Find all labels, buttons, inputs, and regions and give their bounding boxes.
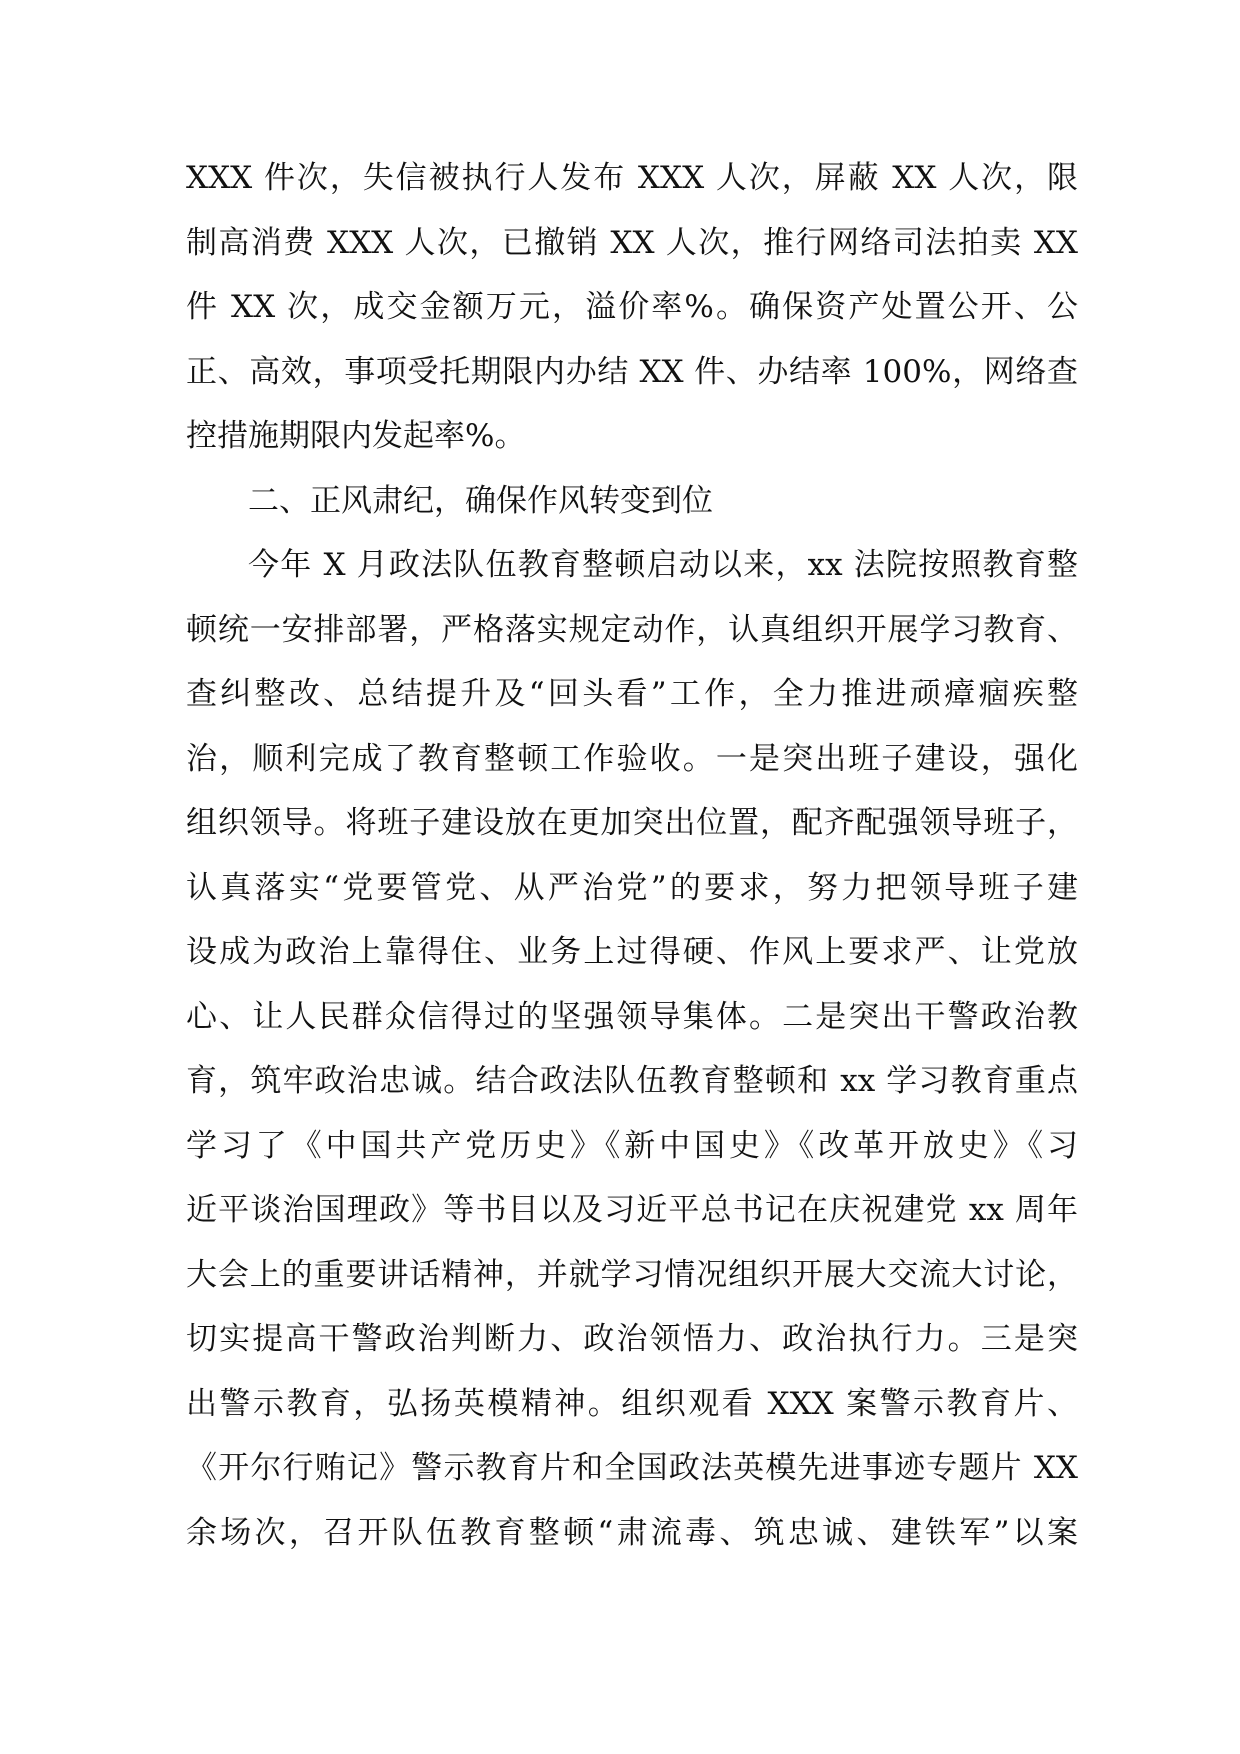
paragraph-1-line: XXX 件次，失信被执行人发布 XXX 人次，屏蔽 XX 人次，限 [186,160,1078,196]
paragraph-1-line: 控措施期限内发起率%。 [186,418,526,454]
paragraph-2-line: 近平谈治国理政》等书目以及习近平总书记在庆祝建党 xx 周年 [186,1192,1078,1228]
paragraph-2-line: 大会上的重要讲话精神，并就学习情况组织开展大交流大讨论， [186,1256,1078,1293]
paragraph-1-line: 件 XX 次，成交金额万元，溢价率%。确保资产处置公开、公 [186,289,1078,325]
section-heading: 二、正风肃纪，确保作风转变到位 [248,482,713,519]
paragraph-2-line: 顿统一安排部署，严格落实规定动作，认真组织开展学习教育、 [186,611,1078,648]
paragraph-1-line: 正、高效，事项受托期限内办结 XX 件、办结率 100%，网络查 [186,353,1078,390]
paragraph-2-line: 余场次，召开队伍教育整顿“肃流毒、筑忠诚、建铁军”以案 [186,1514,1078,1551]
paragraph-2-line: 今年 X 月政法队伍教育整顿启动以来，xx 法院按照教育整 [248,547,1078,583]
paragraph-2-line: 出警示教育，弘扬英模精神。组织观看 XXX 案警示教育片、 [186,1385,1078,1422]
paragraph-2-line: 查纠整改、总结提升及“回头看”工作，全力推进顽瘴痼疾整 [186,676,1078,712]
document-body [186,146,1078,1565]
paragraph-2-line: 育，筑牢政治忠诚。结合政法队伍教育整顿和 xx 学习教育重点 [186,1063,1078,1099]
paragraph-1-line: 制高消费 XXX 人次，已撤销 XX 人次，推行网络司法拍卖 XX [186,224,1078,261]
paragraph-2-line: 《开尔行贿记》警示教育片和全国政法英模先进事迹专题片 XX [186,1450,1078,1486]
paragraph-2-line: 心、让人民群众信得过的坚强领导集体。二是突出干警政治教 [186,998,1078,1035]
paragraph-2-line: 学习了《中国共产党历史》《新中国史》《改革开放史》《习 [186,1127,1078,1164]
paragraph-2-line: 设成为政治上靠得住、业务上过得硬、作风上要求严、让党放 [186,934,1078,970]
paragraph-2-line: 组织领导。将班子建设放在更加突出位置，配齐配强领导班子， [186,805,1078,841]
paragraph-2-line: 切实提高干警政治判断力、政治领悟力、政治执行力。三是突 [186,1321,1078,1357]
paragraph-2-line: 治，顺利完成了教育整顿工作验收。一是突出班子建设，强化 [186,740,1078,777]
paragraph-2-line: 认真落实“党要管党、从严治党”的要求，努力把领导班子建 [186,869,1078,906]
